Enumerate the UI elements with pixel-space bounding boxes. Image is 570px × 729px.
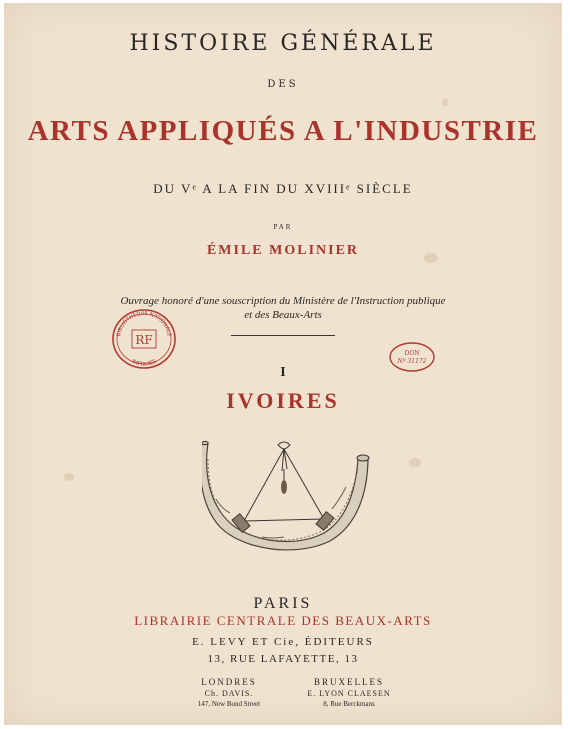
period-subtitle: DU Vᵉ A LA FIN DU XVIIIᵉ SIÈCLE xyxy=(153,181,413,196)
volume-number: I xyxy=(280,365,286,380)
volume-title: IVOIRES xyxy=(226,388,340,413)
divider-rule xyxy=(231,335,335,336)
publisher-name: LIBRAIRIE CENTRALE DES BEAUX-ARTS xyxy=(134,613,432,628)
svg-text:IMPRIMÉS: IMPRIMÉS xyxy=(130,358,158,369)
subscription-note-line-2: et des Beaux-Arts xyxy=(244,309,322,321)
stamp-number-text: Nº 31172 xyxy=(397,358,427,365)
svg-text:BIBLIOTHÈQUE NATIONALE: BIBLIOTHÈQUE NATIONALE xyxy=(116,310,172,337)
subscription-note-line-1: Ouvrage honoré d'une souscription du Ministère de l'Instruction publique xyxy=(120,295,446,307)
publisher-address: 13, RUE LAFAYETTE, 13 xyxy=(207,653,359,665)
library-stamp-icon xyxy=(110,306,178,372)
stamp-don-text: DON xyxy=(404,350,420,357)
branch-brussels xyxy=(274,677,424,717)
branch-city: LONDRES xyxy=(201,677,257,687)
title-des: DES xyxy=(267,79,299,90)
author-name: ÉMILE MOLINIER xyxy=(206,243,360,258)
paper-foxing xyxy=(409,458,421,467)
branch-name: Ch. DAVIS. xyxy=(204,689,254,698)
title-line-2: ARTS APPLIQUÉS A L'INDUSTRIE xyxy=(27,115,539,147)
stamp-monogram: RF xyxy=(135,333,153,347)
title-line-1: HISTOIRE GÉNÉRALE xyxy=(129,31,437,56)
branch-name: E. LYON CLAESEN xyxy=(307,689,391,698)
par-label: PAR xyxy=(273,223,293,231)
editors-line: E. LEVY ET Cie, ÉDITEURS xyxy=(192,636,374,648)
branch-address: 8, Rue Berckmans xyxy=(323,700,375,708)
paper-foxing xyxy=(442,98,448,106)
publication-city: PARIS xyxy=(253,595,313,612)
title-page xyxy=(4,3,562,725)
ivory-horn-illustration xyxy=(202,439,370,551)
branch-city: BRUXELLES xyxy=(313,677,384,687)
branch-address: 147, New Bond Street xyxy=(197,700,261,708)
paper-foxing xyxy=(64,473,74,481)
